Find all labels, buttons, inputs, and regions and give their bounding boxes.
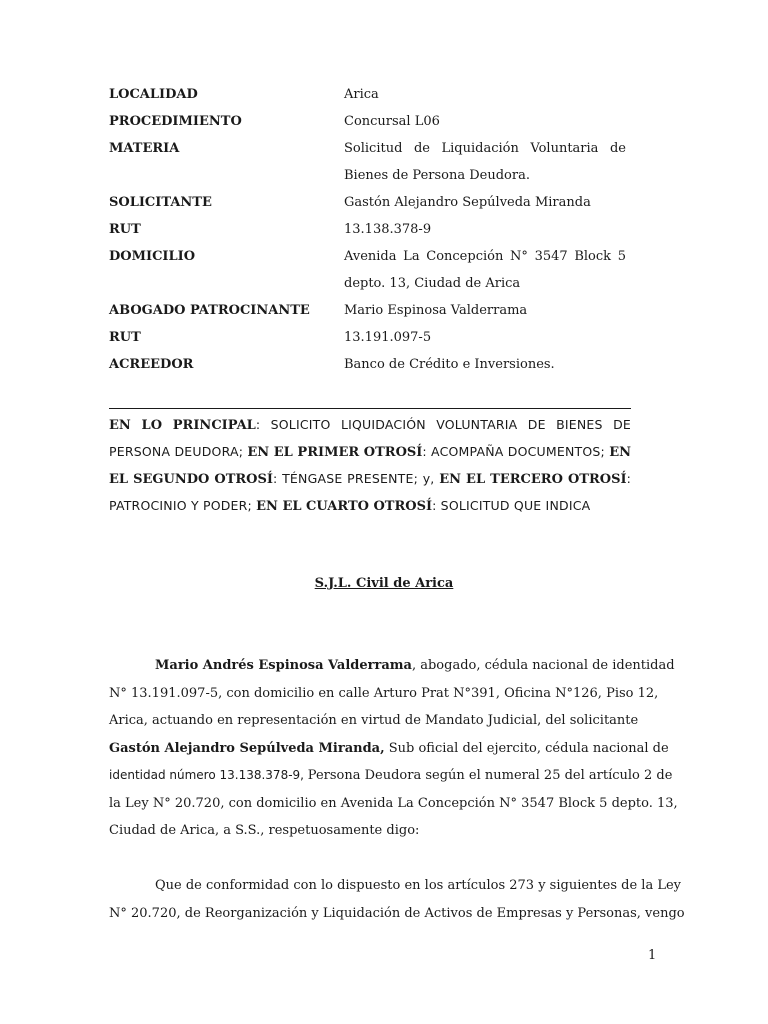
header-value: 13.138.378-9: [344, 222, 432, 237]
paragraph-line: la Ley N° 20.720, con domicilio en Avenida La Concepción N° 3547 Block 5 depto. 13,: [109, 795, 678, 811]
paragraph-text: , abogado, cédula nacional de identidad: [411, 658, 675, 673]
header-row-abogado: [109, 303, 639, 323]
paragraph-line: N° 20.720, de Reorganización y Liquidación de Activos de Empresas y Personas, vengo: [109, 905, 685, 921]
header-row-domicilio: [109, 249, 639, 269]
paragraph-text: Sub oficial del ejercito, cédula nacional de: [384, 740, 669, 756]
header-label: ACREEDOR: [109, 357, 194, 372]
header-label: ABOGADO PATROCINANTE: [109, 303, 310, 318]
header-label: RUT: [109, 330, 141, 345]
paragraph-line: N° 13.191.097-5, con domicilio en calle Arturo Prat N°391, Oficina N°126, Piso 12,: [109, 685, 659, 701]
sumilla-text: : TÉNGASE PRESENTE; y,: [272, 471, 440, 486]
paragraph-line: Ciudad de Arica, a S.S., respetuosamente digo:: [109, 823, 420, 838]
paragraph-line: [109, 652, 675, 680]
header-row-procedimiento: [109, 114, 639, 134]
header-label: SOLICITANTE: [109, 195, 212, 210]
header-row-solicitante: [109, 195, 639, 215]
header-value: 13.191.097-5: [344, 330, 432, 345]
header-value: Gastón Alejandro Sepúlveda Miranda: [344, 195, 591, 210]
header-value: Concursal L06: [344, 114, 440, 129]
header-value: Solicitud de Liquidación Voluntaria de: [344, 141, 626, 156]
page-number: 1: [648, 948, 657, 963]
sumilla-bold: EN EL TERCERO OTROSÍ: [439, 472, 627, 487]
sumilla-bold: EN: [609, 445, 631, 460]
header-value: depto. 13, Ciudad de Arica: [344, 276, 521, 291]
paragraph-line: [109, 735, 669, 763]
header-value: Banco de Crédito e Inversiones.: [344, 357, 555, 372]
sumilla-text: :: [626, 471, 631, 486]
sumilla-text: PATROCINIO Y PODER;: [109, 498, 257, 513]
paragraph-line: Arica, actuando en representación en virtud de Mandato Judicial, del solicitante: [109, 713, 639, 728]
header-label: DOMICILIO: [109, 249, 196, 264]
sumilla-text: : SOLICITUD QUE INDICA: [432, 498, 591, 513]
paragraph-text: Persona Deudora según el numeral 25 del artículo 2 de: [307, 768, 673, 783]
sumilla-line: [109, 465, 631, 492]
header-row-domicilio-cont: [109, 276, 639, 296]
paragraph-line: Que de conformidad con lo dispuesto en los artículos 273 y siguientes de la Ley: [155, 878, 681, 893]
header-row-rut-abogado: [109, 330, 639, 350]
sumilla-line: [109, 438, 631, 465]
header-row-localidad: [109, 87, 639, 107]
paragraph-request: [109, 872, 685, 927]
sumilla-bold: EN EL CUARTO OTROSÍ: [256, 499, 433, 514]
sumilla-line: [109, 492, 631, 519]
header-value: Avenida La Concepción N° 3547 Block 5: [344, 249, 626, 264]
header-label: MATERIA: [109, 141, 180, 156]
header-value: Mario Espinosa Valderrama: [344, 303, 528, 318]
sumilla-text: : SOLICITO LIQUIDACIÓN VOLUNTARIA DE BIENES DE: [255, 417, 631, 432]
header-row-materia-cont: [109, 168, 639, 188]
paragraph-text: identidad número 13.138.378-9,: [109, 768, 308, 782]
divider-line: [109, 408, 631, 409]
paragraph-line: [109, 762, 673, 790]
header-label: PROCEDIMIENTO: [109, 114, 242, 129]
header-label: RUT: [109, 222, 141, 237]
lawyer-name: Mario Andrés Espinosa Valderrama: [155, 658, 412, 673]
header-value: Arica: [344, 87, 379, 102]
court-heading: S.J.L. Civil de Arica: [314, 576, 454, 591]
header-label: LOCALIDAD: [109, 87, 198, 102]
header-row-acreedor: [109, 357, 639, 377]
sumilla: [109, 411, 631, 519]
sumilla-bold: EL SEGUNDO OTROSÍ: [109, 472, 273, 487]
paragraph-intro: [109, 652, 678, 845]
header-value: Bienes de Persona Deudora.: [344, 168, 530, 183]
applicant-name: Gastón Alejandro Sepúlveda Miranda,: [109, 740, 385, 756]
sumilla-line: [109, 411, 631, 438]
sumilla-bold: EN LO PRINCIPAL: [109, 418, 256, 433]
header-row-materia: [109, 141, 639, 161]
sumilla-bold: EN EL PRIMER OTROSÍ: [247, 445, 423, 460]
header-row-rut-solicitante: [109, 222, 639, 242]
sumilla-text: : ACOMPAÑA DOCUMENTOS;: [422, 444, 610, 459]
sumilla-text: PERSONA DEUDORA;: [109, 444, 248, 459]
